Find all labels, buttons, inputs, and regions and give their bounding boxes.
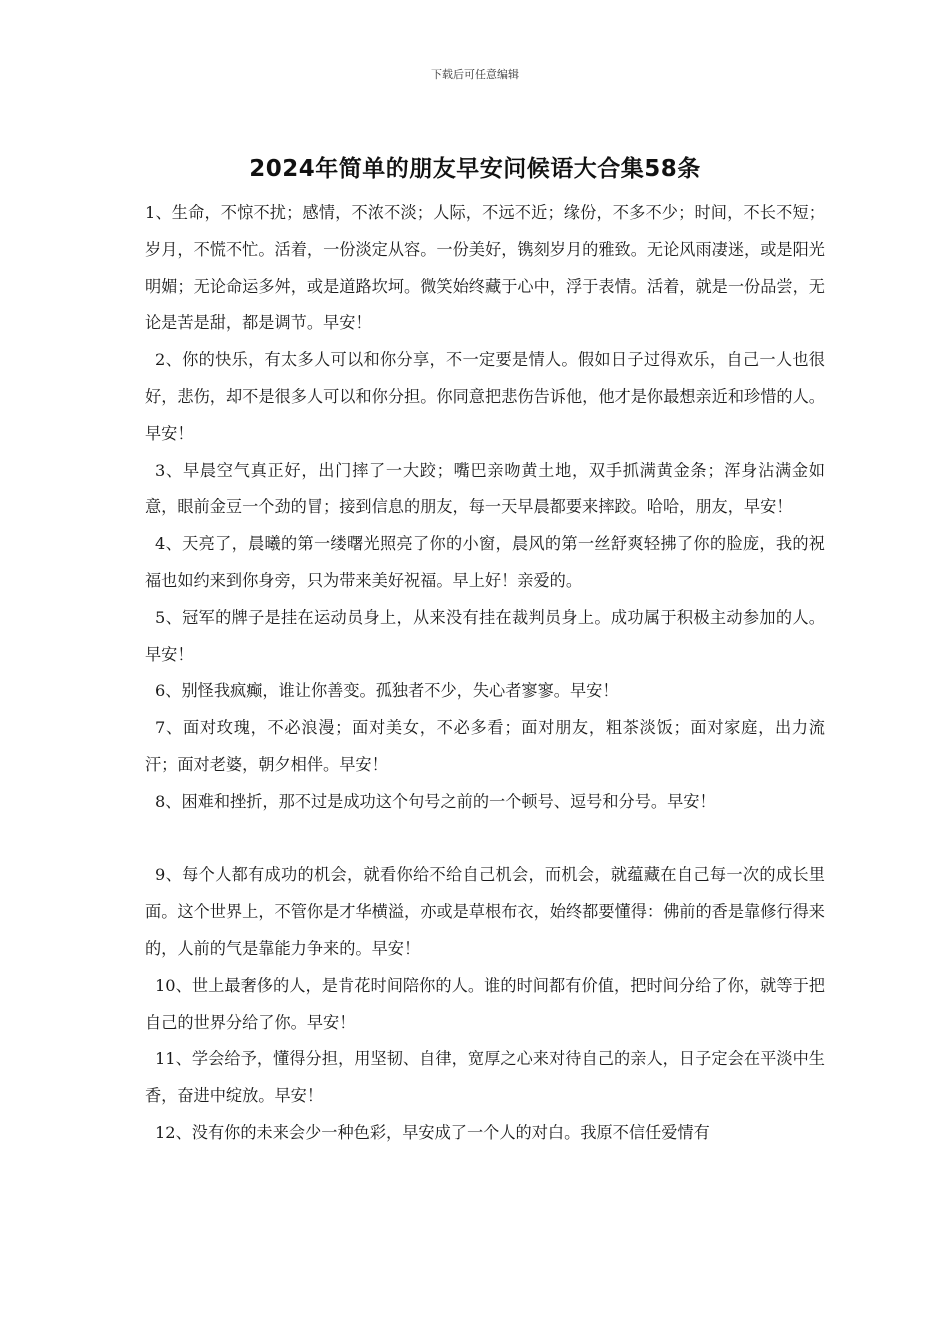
list-item: 5、冠军的牌子是挂在运动员身上，从来没有挂在裁判员身上。成功属于积极主动参加的人。早安！ xyxy=(145,607,825,664)
list-item: 2、你的快乐，有太多人可以和你分享，不一定要是情人。假如日子过得欢乐，自己一人也很好，悲伤，却不是很多人可以和你分担。你同意把悲伤告诉他，他才是你最想亲近和珍惜的人。早安！ xyxy=(145,350,825,443)
list-item: 8、困难和挫折，那不过是成功这个句号之前的一个顿号、逗号和分号。早安！ xyxy=(155,791,716,811)
list-item: 1、生命，不惊不扰；感情，不浓不淡；人际，不远不近；缘份，不多不少；时间，不长不短；岁月，不慌不忙。活着，一份淡定从容。一份美好，镌刻岁月的雅致。无论风雨凄迷，或是阳光明媚；无论命运多舛，或是道路坎坷。微笑始终藏于心中，浮于表情。活着，就是一份品尝，无论是苦是甜，都是调节。早安！ xyxy=(145,203,825,333)
list-item: 11、学会给予，懂得分担，用坚韧、自律，宽厚之心来对待自己的亲人，日子定会在平淡中生香，奋进中绽放。早安！ xyxy=(145,1049,825,1106)
list-item: 12、没有你的未来会少一种色彩，早安成了一个人的对白。我原不信任爱情有 xyxy=(155,1122,710,1142)
list-item: 7、面对玫瑰，不必浪漫；面对美女，不必多看；面对朋友，粗茶淡饭；面对家庭，出力流汗；面对老婆，朝夕相伴。早安！ xyxy=(145,718,825,774)
page-header-note: 下载后可任意编辑 xyxy=(431,68,519,81)
list-item: 9、每个人都有成功的机会，就看你给不给自己机会，而机会，就蕴藏在自己每一次的成长里面。这个世界上，不管你是才华横溢，亦或是草根布衣，始终都要懂得：佛前的香是靠修行得来的，人前的气是靠能力争来的。早安！ xyxy=(145,865,825,958)
list-item: 6、别怪我疯癫，谁让你善变。孤独者不少，失心者寥寥。早安！ xyxy=(155,681,619,701)
paragraph-spacer xyxy=(145,821,825,858)
list-item: 10、世上最奢侈的人，是肯花时间陪你的人。谁的时间都有价值，把时间分给了你，就等于把自己的世界分给了你。早安！ xyxy=(145,975,825,1032)
document-body xyxy=(145,195,825,1152)
page-title: 2024年简单的朋友早安问候语大合集58条 xyxy=(249,156,701,182)
list-item: 3、早晨空气真正好，出门摔了一大跤；嘴巴亲吻黄土地，双手抓满黄金条；浑身沾满金如意，眼前金豆一个劲的冒；接到信息的朋友，每一天早晨都要来摔跤。哈哈，朋友，早安！ xyxy=(145,460,825,517)
list-item: 4、天亮了，晨曦的第一缕曙光照亮了你的小窗，晨风的第一丝舒爽轻拂了你的脸庞，我的祝福也如约来到你身旁，只为带来美好祝福。早上好！亲爱的。 xyxy=(145,534,825,590)
